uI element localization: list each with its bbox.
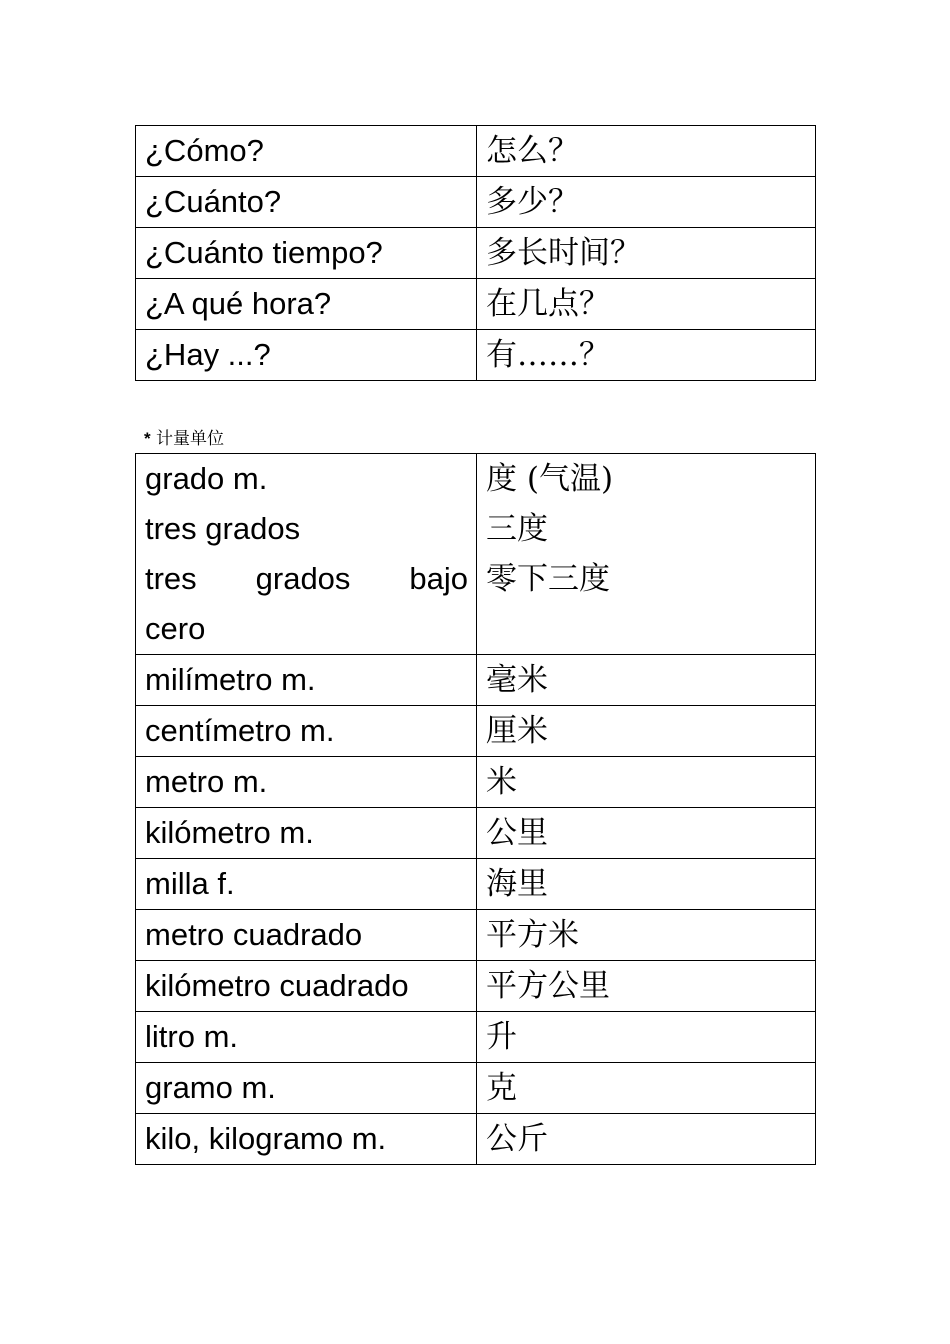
spanish-term: kilómetro m. [136,808,477,859]
term-line: tres grados [145,511,301,546]
chinese-term: 升 [477,1012,816,1063]
term-line: 度 (气温) [486,461,614,497]
table-row [136,1114,816,1165]
spanish-term: kilo, kilogramo m. [136,1114,477,1165]
table-row [136,126,816,177]
chinese-term: 多少？ [477,177,816,228]
term-word: bajo [409,561,468,596]
spanish-term: milla f. [136,859,477,910]
spanish-term: ¿Cuánto? [136,177,477,228]
chinese-term [477,454,816,655]
table-row [136,655,816,706]
chinese-term: 平方公里 [477,961,816,1012]
table-row [136,910,816,961]
chinese-term: 有……？ [477,330,816,381]
term-word: tres [145,561,197,596]
term-line: 零下三度 [486,561,610,597]
spanish-term: ¿Cómo? [136,126,477,177]
term-line: grado m. [145,461,268,496]
chinese-term: 毫米 [477,655,816,706]
chinese-term: 平方米 [477,910,816,961]
chinese-term: 厘米 [477,706,816,757]
spanish-term: metro m. [136,757,477,808]
table-row [136,706,816,757]
table-row [136,859,816,910]
spanish-term: litro m. [136,1012,477,1063]
chinese-term: 公斤 [477,1114,816,1165]
spanish-term: ¿Cuánto tiempo? [136,228,477,279]
units-section-label: 计量单位 [156,429,225,449]
bullet-star: * [144,429,151,448]
term-line [145,554,476,604]
spanish-term: metro cuadrado [136,910,477,961]
chinese-term: 多长时间？ [477,228,816,279]
questions-table [135,125,816,381]
chinese-term: 怎么？ [477,126,816,177]
chinese-term: 海里 [477,859,816,910]
term-line: cero [145,611,206,646]
term-word: grados [255,561,351,596]
table-row [136,961,816,1012]
table-row [136,757,816,808]
spanish-term [136,454,477,655]
table-row [136,330,816,381]
spanish-term: gramo m. [136,1063,477,1114]
table-row [136,228,816,279]
table-row [136,808,816,859]
table-row [136,1063,816,1114]
chinese-term: 公里 [477,808,816,859]
table-row [136,454,816,655]
spanish-term: ¿A qué hora? [136,279,477,330]
units-section-heading [144,428,224,450]
units-table [135,453,816,1165]
chinese-term: 在几点？ [477,279,816,330]
spanish-term: centímetro m. [136,706,477,757]
spanish-term: milímetro m. [136,655,477,706]
spanish-term: ¿Hay ...? [136,330,477,381]
table-row [136,177,816,228]
spanish-term: kilómetro cuadrado [136,961,477,1012]
table-row [136,1012,816,1063]
term-line: 三度 [486,511,548,547]
chinese-term: 米 [477,757,816,808]
table-row [136,279,816,330]
chinese-term: 克 [477,1063,816,1114]
